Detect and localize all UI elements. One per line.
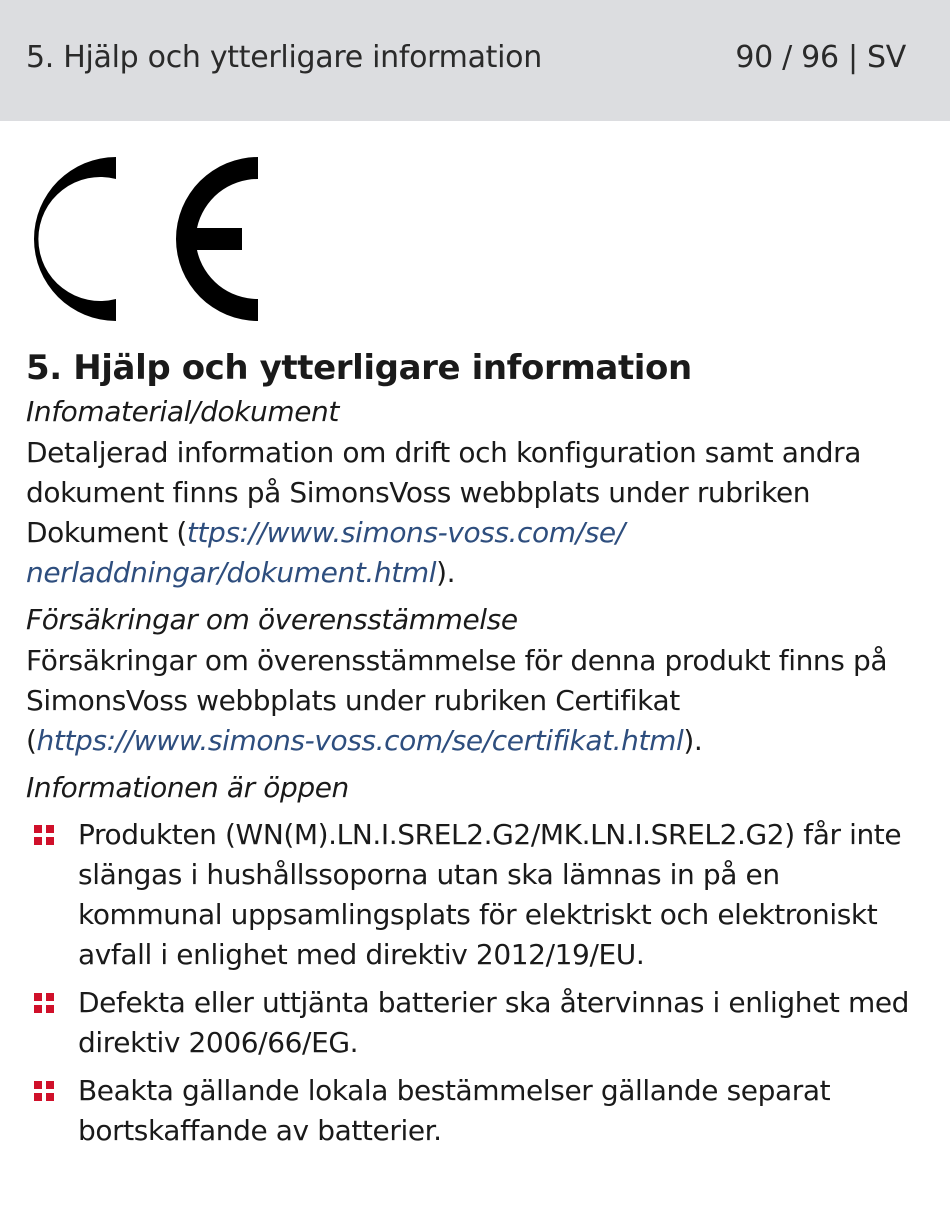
list-item-text: Produkten (WN(M).LN.I.SREL2.G2/MK.LN.I.SREL2.G2) får inte slängas i hushållssoporna utan ska lämnas in på en kommunal uppsamlingsplats för elektriskt och elektroniskt avfall i enlighet med direktiv 2012/19/EU. [78, 818, 902, 971]
info-material-text-end: ). [436, 556, 456, 589]
subheading-info-material: Infomaterial/dokument [26, 395, 339, 428]
info-material-text: Detaljerad information om drift och konfiguration samt andra dokument finns på SimonsVoss webbplats under rubriken Dokument ( [26, 436, 862, 549]
conformity-text: Försäkringar om överensstämmelse för denna produkt finns på SimonsVoss webbplats under rubriken Certifikat ( [26, 644, 888, 757]
header-title: 5. Hjälp och ytterligare information [26, 40, 542, 75]
info-material-paragraph [26, 433, 926, 593]
list-item-text: Beakta gällande lokala bestämmelser gällande separat bortskaffande av batterier. [78, 1074, 831, 1147]
bullet-squares-icon [34, 993, 54, 1013]
subheading-conformity: Försäkringar om överensstämmelse [26, 603, 518, 636]
documents-link[interactable]: ttps://www.simons-voss.com/se/ nerladdningar/dokument.html [26, 516, 625, 589]
list-item [26, 815, 926, 975]
subheading-open-info: Informationen är öppen [26, 771, 349, 804]
certificate-link[interactable]: https://www.simons-voss.com/se/certifikat.html [36, 724, 684, 757]
section-heading: 5. Hjälp och ytterligare information [26, 348, 692, 388]
conformity-text-end: ). [683, 724, 703, 757]
conformity-paragraph [26, 641, 926, 761]
bullet-squares-icon [34, 825, 54, 845]
section-content [26, 345, 926, 1159]
bullet-squares-icon [34, 1081, 54, 1101]
ce-mark-icon [26, 155, 262, 323]
page-number: 90 / 96 | SV [735, 40, 906, 75]
list-item [26, 1071, 926, 1151]
list-item-text: Defekta eller uttjänta batterier ska återvinnas i enlighet med direktiv 2006/66/EG. [78, 986, 910, 1059]
page-header [0, 0, 950, 121]
disposal-list [26, 815, 926, 1151]
list-item [26, 983, 926, 1063]
